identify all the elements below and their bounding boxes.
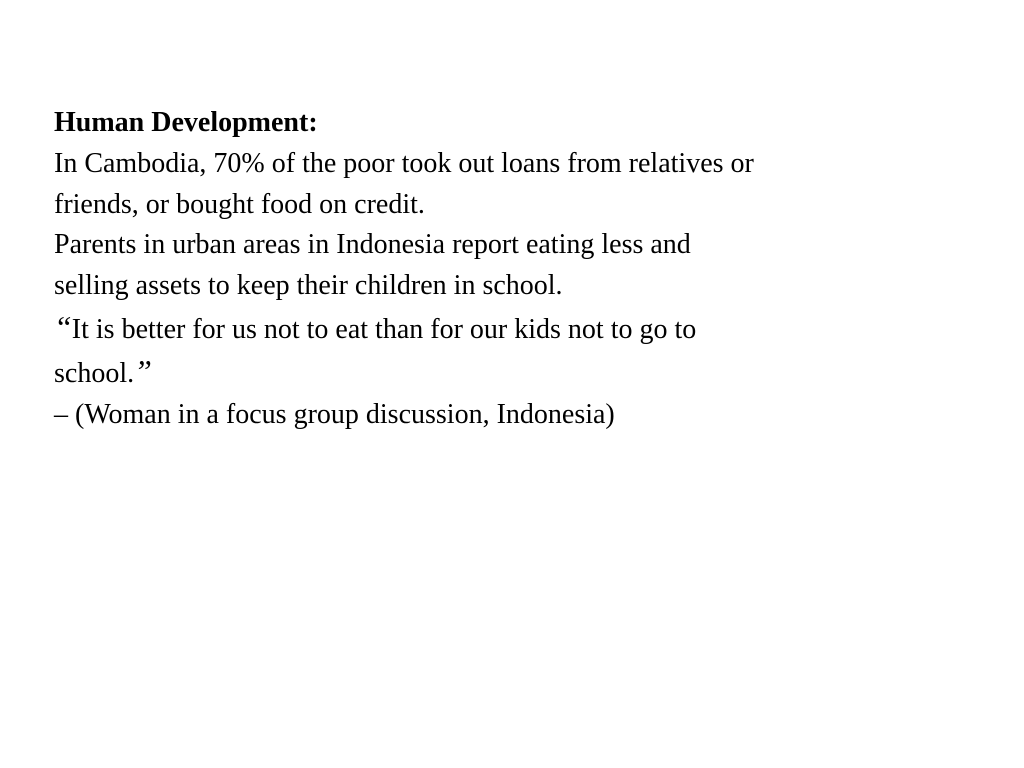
paragraph-cambodia-line-1: In Cambodia, 70% of the poor took out loans from relatives or [54,147,754,179]
paragraph-indonesia-line-2: selling assets to keep their children in school. [54,270,563,302]
open-quote-mark: “ [54,308,72,345]
close-quote-mark: ” [134,352,152,389]
paragraph-indonesia-line-1: Parents in urban areas in Indonesia report eating less and [54,229,691,261]
slide-body [54,103,954,435]
paragraph-cambodia-line-2: friends, or bought food on credit. [54,188,425,220]
quote-line-2 [54,351,954,395]
quote-text-1: It is better for us not to eat than for our kids not to go to [71,313,697,345]
quote-text-2: school. [54,357,135,389]
quote-line-1 [54,307,954,351]
quote-attribution: – (Woman in a focus group discussion, Indonesia) [54,398,615,430]
slide-heading: Human Development: [54,107,318,138]
